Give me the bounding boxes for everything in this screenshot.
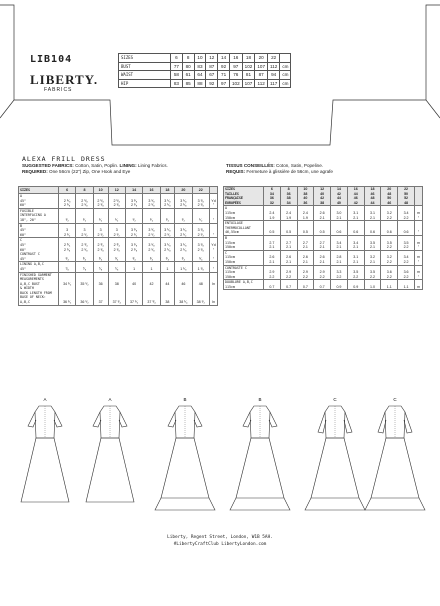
- table-cell: 2.9 2.2: [297, 265, 314, 280]
- unit-cell: m: [415, 280, 423, 290]
- size-cell: 117: [268, 79, 280, 88]
- header-cell: 20 48 50 46: [381, 187, 398, 206]
- row-label: A 45" 60": [19, 194, 59, 209]
- table-cell: 3 2 ¹⁄₂: [93, 223, 108, 238]
- table-cell: 3 ¹⁄₈ 2 ¹⁄₂: [175, 223, 192, 238]
- table-cell: 3.4 2.1: [331, 235, 348, 250]
- table-cell: 2.6 2.1: [280, 250, 297, 265]
- size-cell: 14: [218, 54, 230, 63]
- dress-sketch: [230, 398, 290, 510]
- header-cell: 18: [160, 187, 174, 194]
- table-cell: 0.5: [297, 221, 314, 236]
- header-cell: 8 36 38 34: [280, 187, 297, 206]
- pattern-code: LIB104: [30, 54, 73, 65]
- table-cell: 3 ¹⁄₈ 2 ¹⁄₈: [192, 194, 209, 209]
- table-cell: 46 38 ¹⁄₄: [175, 272, 192, 305]
- size-cell: 61: [182, 71, 194, 80]
- table-cell: ⁷⁄₈: [93, 262, 108, 272]
- table-cell: ¹⁄₂: [108, 208, 125, 223]
- table-cell: 3.2 2.1: [364, 250, 381, 265]
- footer-links: #LibertyCraftClub LibertyLondon.com: [173, 542, 267, 547]
- table-cell: 3 ¹⁄₈ 2 ¹⁄₈ ³⁄₄: [192, 238, 209, 262]
- unit-cell: ": [415, 221, 423, 236]
- table-cell: 1: [125, 262, 142, 272]
- table-cell: 3.5 2.2: [347, 265, 364, 280]
- table-cell: 1: [143, 262, 160, 272]
- size-cell: 87: [255, 71, 268, 80]
- table-cell: 0.6: [381, 221, 398, 236]
- table-cell: 2.8 2.1: [331, 250, 348, 265]
- size-cell: 64: [194, 71, 206, 80]
- row-label: FUSIBLE INTERFACING A 18", 20": [19, 208, 59, 223]
- table-cell: 0.7: [264, 280, 281, 290]
- table-cell: 2 ⁵⁄₈ 2 ¹⁄₈: [76, 194, 93, 209]
- sketch-label: B: [258, 398, 262, 402]
- header-cell: 14: [125, 187, 142, 194]
- size-cell: 87: [206, 62, 218, 71]
- header-cell: 16 44 46 42: [347, 187, 364, 206]
- header-cell: [415, 187, 423, 206]
- table-row: [19, 262, 218, 272]
- table-cell: 3 ¹⁄₈ 2 ¹⁄₈ ³⁄₄: [160, 238, 174, 262]
- row-label: B 45" 60": [19, 223, 59, 238]
- size-cell: 102: [242, 62, 255, 71]
- table-cell: 2 ⁵⁄₈ 2 ¹⁄₈: [59, 194, 76, 209]
- size-cell: 6: [171, 54, 183, 63]
- size-cell: 92: [218, 62, 230, 71]
- size-cell: 67: [206, 71, 218, 80]
- size-row: [119, 79, 291, 88]
- table-cell: 3 ¹⁄₈ 2 ¹⁄₈ ³⁄₄: [143, 238, 160, 262]
- unit-cell: Yd " ": [210, 238, 218, 262]
- table-cell: 3.4 2.2: [398, 250, 415, 265]
- size-cell: 71: [218, 71, 230, 80]
- table-cell: 0.5: [314, 221, 331, 236]
- table-row: [224, 221, 423, 236]
- footer-address: Liberty, Regent Street, London, W1B 5AH.: [167, 535, 273, 540]
- dress-sketch: [86, 398, 134, 502]
- table-cell: 35 ¹⁄₂ 36 ¹⁄₂: [76, 272, 93, 305]
- size-cell: 58: [171, 71, 183, 80]
- table-cell: 3.2 2.2: [381, 206, 398, 221]
- size-cell: 97: [218, 79, 230, 88]
- table-row: [224, 280, 423, 290]
- unit-cell: cm: [280, 71, 291, 80]
- table-row: [224, 250, 423, 265]
- size-cell: 10: [194, 54, 206, 63]
- table-cell: 42 37 ³⁄₄: [143, 272, 160, 305]
- row-label: C 115cm 150cm: [224, 250, 264, 265]
- table-cell: ⁷⁄₈: [108, 262, 125, 272]
- table-cell: 0.7: [280, 280, 297, 290]
- header-cell: 22: [192, 187, 209, 194]
- table-cell: 0.6: [364, 221, 381, 236]
- table-cell: 3.1 2.1: [347, 206, 364, 221]
- header-cell: 16: [143, 187, 160, 194]
- table-cell: 44 38: [160, 272, 174, 305]
- table-cell: 2.4 1.9: [297, 206, 314, 221]
- header-cell: 12 40 42 38: [314, 187, 331, 206]
- fabric-info-french: TISSUS CONSEILLÉS: Coton, Satin, Popeline. REQUIS: Fermeture à glissière de 56cm, une agrafe: [226, 163, 333, 174]
- size-cell: 81: [242, 71, 255, 80]
- table-cell: 2.7 2.1: [314, 235, 331, 250]
- size-cell: 107: [255, 62, 268, 71]
- table-row: [19, 208, 218, 223]
- table-row: [19, 194, 218, 209]
- table-cell: 34 ¹⁄₂ 36 ¹⁄₂: [59, 272, 76, 305]
- unit-cell: [280, 54, 291, 63]
- table-cell: 3.4 2.1: [347, 235, 364, 250]
- table-cell: 2.6 2.1: [297, 250, 314, 265]
- size-cell: 88: [194, 79, 206, 88]
- table-cell: 0.6: [331, 221, 348, 236]
- row-label: ENTOILAGE THERMOCOLLANT 46,55cm: [224, 221, 264, 236]
- table-cell: ¹⁄₂: [192, 208, 209, 223]
- table-cell: 2.4 1.9: [264, 206, 281, 221]
- table-cell: 2.9 2.2: [314, 265, 331, 280]
- size-row: [119, 62, 291, 71]
- size-cell: 22: [268, 54, 280, 63]
- unit-cell: Yd ": [210, 194, 218, 209]
- size-cell: 77: [171, 62, 183, 71]
- sketch-label: A: [43, 398, 47, 402]
- row-label: CONTRASTE C 115cm 150cm: [224, 265, 264, 280]
- table-cell: 3 ¹⁄₈ 2 ¹⁄₂: [143, 223, 160, 238]
- dress-sketch: [365, 398, 425, 510]
- table-cell: 2 ³⁄₄ 2 ¹⁄₈ ³⁄₄: [108, 238, 125, 262]
- unit-cell: m ": [415, 206, 423, 221]
- table-cell: 2.9 2.2: [264, 265, 281, 280]
- table-row: [19, 238, 218, 262]
- table-cell: 0.6: [398, 221, 415, 236]
- size-row-label: SIZES: [119, 54, 171, 63]
- sketch-label: B: [183, 398, 187, 402]
- table-cell: 3.5 2.2: [364, 265, 381, 280]
- table-cell: 2 ³⁄₄ 2 ¹⁄₈ ³⁄₄: [93, 238, 108, 262]
- size-cell: 83: [171, 79, 183, 88]
- table-cell: 3.3 2.2: [331, 265, 348, 280]
- table-cell: 3 2 ¹⁄₂: [108, 223, 125, 238]
- header-cell: 6 34 36 32: [264, 187, 281, 206]
- table-cell: 2.7 2.1: [280, 235, 297, 250]
- table-header-row: [19, 187, 218, 194]
- table-cell: 2.7 2.1: [297, 235, 314, 250]
- size-cell: 80: [182, 62, 194, 71]
- table-cell: 2 ³⁄₄ 2 ¹⁄₈ ³⁄₄: [59, 238, 76, 262]
- size-cell: 112: [268, 62, 280, 71]
- unit-cell: ": [210, 262, 218, 272]
- size-cell: 16: [229, 54, 242, 63]
- table-header-row: [224, 187, 423, 206]
- table-cell: 2.6 2.1: [314, 206, 331, 221]
- unit-cell: m ": [415, 235, 423, 250]
- unit-cell: ": [210, 223, 218, 238]
- table-row: [224, 265, 423, 280]
- table-row: [224, 206, 423, 221]
- table-cell: ⁷⁄₈: [76, 262, 93, 272]
- header-cell: 10 38 40 36: [297, 187, 314, 206]
- footer: [0, 534, 440, 548]
- table-cell: ¹⁄₂: [160, 208, 174, 223]
- row-label: C 45" 60" CONTRAST C 45": [19, 238, 59, 262]
- unit-cell: cm: [280, 62, 291, 71]
- table-cell: 3 ¹⁄₈ 2 ¹⁄₈ ³⁄₄: [175, 238, 192, 262]
- table-cell: 3.5 2.2: [381, 235, 398, 250]
- table-cell: 3 ¹⁄₈ 2 ¹⁄₈: [160, 194, 174, 209]
- table-row: [224, 235, 423, 250]
- table-cell: 38 37 ¹⁄₄: [108, 272, 125, 305]
- size-row: [119, 54, 291, 63]
- table-cell: ¹⁄₂: [59, 208, 76, 223]
- unit-cell: m ": [415, 250, 423, 265]
- garment-sketches: [10, 398, 430, 518]
- size-cell: 8: [182, 54, 194, 63]
- table-cell: 3 ¹⁄₈ 2 ¹⁄₂: [192, 223, 209, 238]
- size-cell: 107: [242, 79, 255, 88]
- size-cell: 20: [255, 54, 268, 63]
- header-cell: 22 50 52 48: [398, 187, 415, 206]
- header-cell: 18 46 48 44: [364, 187, 381, 206]
- table-cell: 3.1 2.1: [364, 206, 381, 221]
- table-row: [19, 223, 218, 238]
- table-cell: 3 2 ¹⁄₂: [59, 223, 76, 238]
- size-cell: 85: [182, 79, 194, 88]
- table-cell: ⁷⁄₈: [59, 262, 76, 272]
- table-cell: ¹⁄₂: [93, 208, 108, 223]
- table-cell: 2.9 2.2: [280, 265, 297, 280]
- dress-sketch: [21, 398, 69, 502]
- size-cell: 76: [229, 71, 242, 80]
- sketch-label: C: [393, 398, 397, 402]
- header-cell: 8: [76, 187, 93, 194]
- row-label: B 115cm 150cm: [224, 235, 264, 250]
- header-cell: 6: [59, 187, 76, 194]
- table-cell: 2.6 2.1: [264, 250, 281, 265]
- size-cell: 97: [229, 62, 242, 71]
- size-row-label: WAIST: [119, 71, 171, 80]
- table-cell: 0.5: [280, 221, 297, 236]
- fabric-info-english: SUGGESTED FABRICS: Cotton, Satin, Poplin. LINING: Lining Fabrics. REQUIRED: One 56cm (22") Zip, One Hook and Eye: [22, 163, 168, 174]
- sketch-label: A: [108, 398, 112, 402]
- unit-cell: ": [210, 208, 218, 223]
- table-cell: 2.7 2.1: [264, 235, 281, 250]
- table-cell: 36 37: [93, 272, 108, 305]
- unit-cell: m ": [415, 265, 423, 280]
- unit-cell: In In: [210, 272, 218, 305]
- size-cell: 94: [268, 71, 280, 80]
- table-cell: 3 2 ¹⁄₂: [76, 223, 93, 238]
- sketch-label: C: [333, 398, 337, 402]
- row-label: A 115cm 150cm: [224, 206, 264, 221]
- table-cell: ¹⁄₂: [125, 208, 142, 223]
- dress-sketch: [305, 398, 365, 510]
- table-cell: 2.6 2.1: [314, 250, 331, 265]
- table-cell: 40 37 ¹⁄₂: [125, 272, 142, 305]
- size-cell: 112: [255, 79, 268, 88]
- brand-sub: FABRICS: [44, 87, 73, 93]
- table-row: [19, 272, 218, 305]
- table-cell: 0.7: [314, 280, 331, 290]
- table-cell: 3.2 2.2: [381, 250, 398, 265]
- table-cell: ¹⁄₂: [175, 208, 192, 223]
- table-cell: 3 ¹⁄₈ 2 ¹⁄₈: [143, 194, 160, 209]
- table-cell: 2 ³⁄₄ 2 ¹⁄₈ ³⁄₄: [76, 238, 93, 262]
- table-cell: 0.9: [331, 280, 348, 290]
- yardage-table-imperial: [18, 186, 218, 306]
- row-label: FINISHED GARMENT MEASUREMENTS A,B,C BUST & WIDTH BACK LENGTH FROM BASE OF NECK: A,B,C: [19, 272, 59, 305]
- table-cell: 3 ¹⁄₈ 2 ¹⁄₈: [175, 194, 192, 209]
- header-cell: 14 42 44 40: [331, 187, 348, 206]
- body-size-table: [118, 53, 291, 88]
- header-cell: 20: [175, 187, 192, 194]
- table-cell: 3.4 2.2: [398, 206, 415, 221]
- size-cell: 18: [242, 54, 255, 63]
- table-cell: 3.0 2.1: [331, 206, 348, 221]
- table-cell: 3.6 2.2: [398, 265, 415, 280]
- header-cell: SIZES: [19, 187, 59, 194]
- table-cell: 1.0: [364, 280, 381, 290]
- row-label: DOUBLURE A,B,C 115cm: [224, 280, 264, 290]
- table-cell: 1.1: [381, 280, 398, 290]
- header-cell: 10: [93, 187, 108, 194]
- yardage-table-metric: [223, 186, 423, 290]
- table-cell: 3.5 2.2: [398, 235, 415, 250]
- row-label: LINING A,B,C 45": [19, 262, 59, 272]
- table-cell: 0.6: [347, 221, 364, 236]
- unit-cell: cm: [280, 79, 291, 88]
- size-row: [119, 71, 291, 80]
- size-row-label: BUST: [119, 62, 171, 71]
- header-cell: [210, 187, 218, 194]
- table-cell: 3 ¹⁄₈ 2 ¹⁄₈ ³⁄₄: [125, 238, 142, 262]
- table-cell: 2.4 1.9: [280, 206, 297, 221]
- table-cell: 3 ¹⁄₈ 2 ¹⁄₂: [160, 223, 174, 238]
- table-cell: 1 ¹⁄₈: [192, 262, 209, 272]
- size-cell: 92: [206, 79, 218, 88]
- table-cell: 0.7: [297, 280, 314, 290]
- table-cell: 48 38 ¹⁄₂: [192, 272, 209, 305]
- table-cell: ¹⁄₂: [143, 208, 160, 223]
- table-cell: 1.1: [398, 280, 415, 290]
- table-cell: 2 ⁵⁄₈ 2 ¹⁄₈: [93, 194, 108, 209]
- size-cell: 83: [194, 62, 206, 71]
- header-cell: 12: [108, 187, 125, 194]
- table-cell: 0.9: [347, 280, 364, 290]
- table-cell: 1: [160, 262, 174, 272]
- table-cell: 3.5 2.1: [364, 235, 381, 250]
- table-cell: 0.5: [264, 221, 281, 236]
- pattern-title: ALEXA FRILL DRESS: [22, 155, 106, 163]
- size-row-label: HIP: [119, 79, 171, 88]
- table-cell: ¹⁄₂: [76, 208, 93, 223]
- table-cell: 3.1 2.1: [347, 250, 364, 265]
- brand-logo: LIBERTY.: [30, 72, 99, 87]
- table-cell: 2 ⁵⁄₈ 2 ¹⁄₈: [108, 194, 125, 209]
- header-cell: SIZES TAILLES FRANÇAISE EUROPÉES: [224, 187, 264, 206]
- table-cell: 3.6 2.2: [381, 265, 398, 280]
- table-cell: 3 ¹⁄₈ 2 ¹⁄₂: [125, 223, 142, 238]
- table-cell: 1 ¹⁄₈: [175, 262, 192, 272]
- size-cell: 102: [229, 79, 242, 88]
- table-cell: 3 ¹⁄₈ 2 ¹⁄₈: [125, 194, 142, 209]
- size-cell: 12: [206, 54, 218, 63]
- dress-sketch: [155, 398, 215, 510]
